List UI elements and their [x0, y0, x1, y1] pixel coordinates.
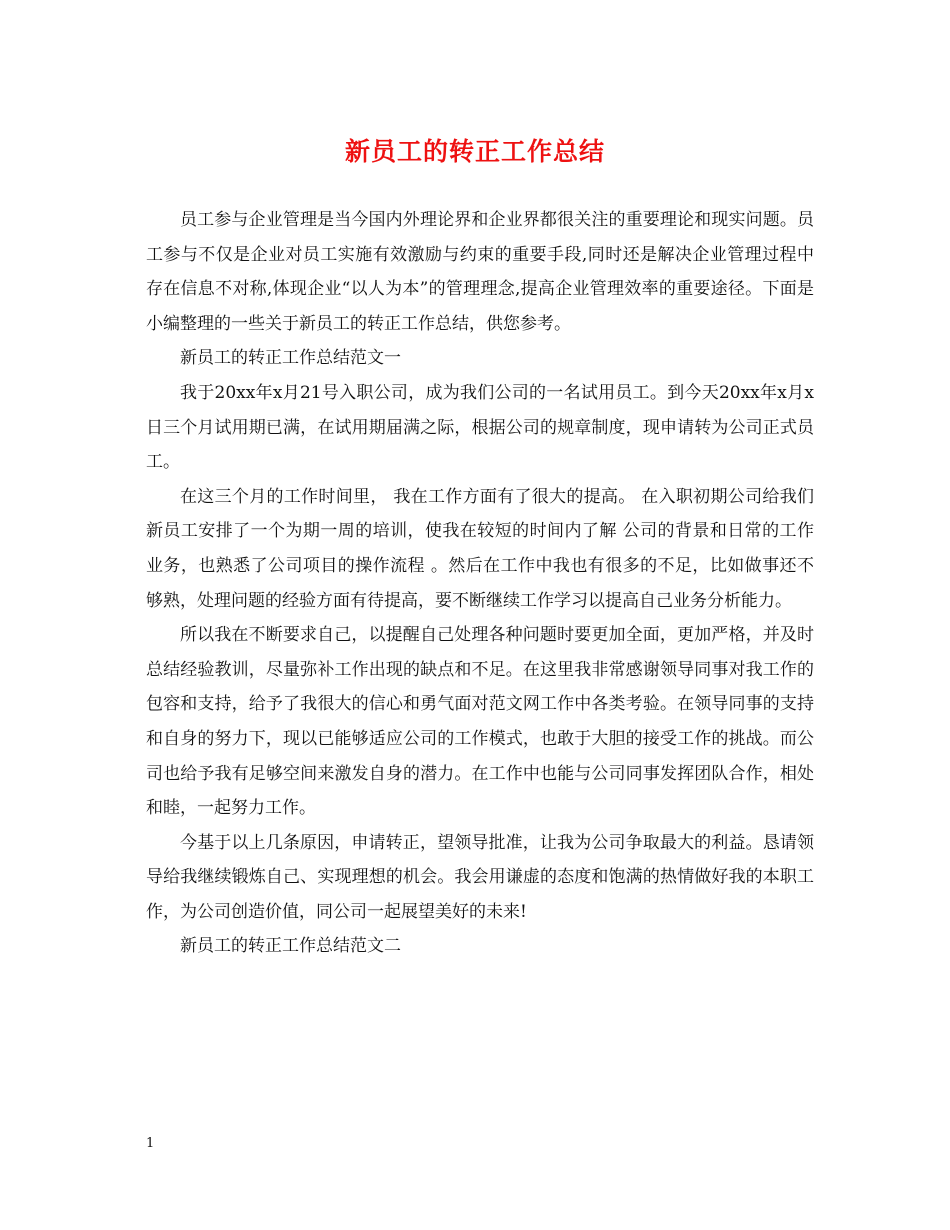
document-title: 新员工的转正工作总结 [344, 137, 605, 166]
body-paragraph: 我于20xx年x月21号入职公司，成为我们公司的一名试用员工。到今天20xx年x月x日三个月试用期已满，在试用期届满之际，根据公司的规章制度，现申请转为公司正式员工。 [146, 382, 814, 473]
intro-paragraph: 员工参与企业管理是当今国内外理论界和企业界都很关注的重要理论和现实问题。员工参与不仅是企业对员工实施有效激励与约束的重要手段,同时还是解决企业管理过程中存在信息不对称,体现企业“以人为本”的管理理念,提高企业管理效率的重要途径。下面是小编整理的一些关于新员工的转正工作总结，供您参考。 [146, 210, 814, 334]
body-paragraph: 今基于以上几条原因，申请转正，望领导批准，让我为公司争取最大的利益。恳请领导给我继续锻炼自己、实现理想的机会。我会用谦虚的态度和饱满的热情做好我的本职工作，为公司创造价值，同公司一起展望美好的未来! [146, 832, 814, 922]
body-paragraph: 所以我在不断要求自己，以提醒自己处理各种问题时要更加全面，更加严格，并及时总结经验教训，尽量弥补工作出现的缺点和不足。在这里我非常感谢领导同事对我工作的包容和支持，给予了我很大的信心和勇气面对范文网工作中各类考验。在领导同事的支持和自身的努力下，现以已能够适应公司的工作模式，也敢于大胆的接受工作的挑战。而公司也给予我有足够空间来激发自身的潜力。在工作中也能与公司同事发挥团队合作，相处和睦，一起努力工作。 [146, 625, 814, 819]
section-heading-1: 新员工的转正工作总结范文一 [180, 348, 401, 369]
page-number: 1 [146, 1136, 155, 1151]
document-body [146, 203, 814, 964]
body-paragraph: 在这三个月的工作时间里， 我在工作方面有了很大的提高。 在入职初期公司给我们新员工安排了一个为期一周的培训，使我在较短的时间内了解 公司的背景和日常的工作业务，也熟悉了公司项目的操作流程 。然后在工作中我也有很多的不足，比如做事还不够熟，处理问题的经验方面有待提高，要不断继续工作学习以提高自己业务分析能力。 [146, 486, 814, 611]
section-heading-2: 新员工的转正工作总结范文二 [180, 936, 401, 957]
